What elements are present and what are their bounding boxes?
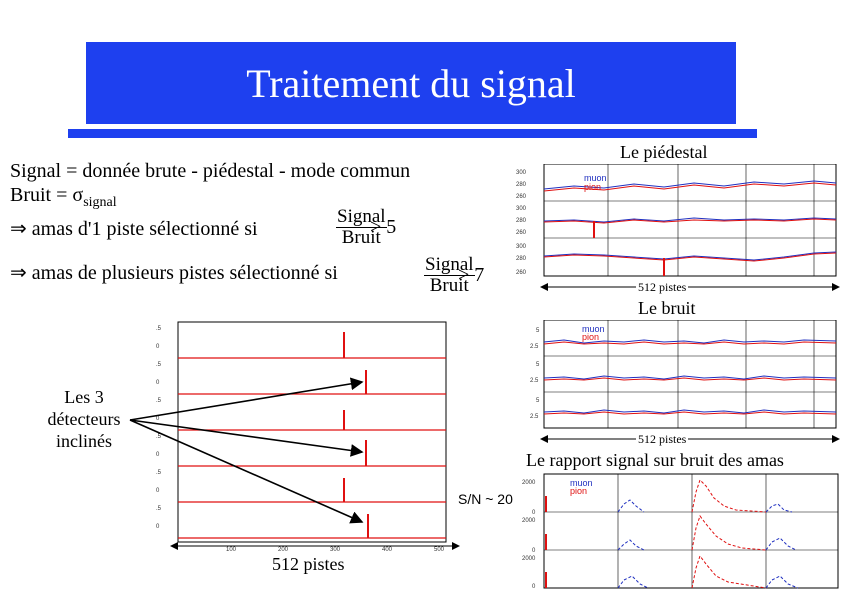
svg-text:280: 280	[516, 218, 527, 224]
svg-text:.5: .5	[156, 398, 162, 404]
multi-strip-rule: ⇒ amas de plusieurs pistes sélectionné si	[10, 262, 338, 284]
snr-value: S/N ~ 20	[458, 491, 513, 507]
left-x-tick: 500	[434, 547, 445, 553]
legend-pion: pion	[584, 182, 602, 192]
svg-text:300: 300	[516, 170, 527, 176]
single-strip-rule: ⇒ amas d'1 piste sélectionné si	[10, 218, 258, 240]
detectors-label: Les 3 détecteurs inclinés	[47, 387, 121, 451]
left-axis-caption: 512 pistes	[272, 554, 345, 574]
svg-text:2000: 2000	[522, 518, 536, 524]
svg-text:0: 0	[532, 510, 536, 516]
svg-text:.5: .5	[156, 470, 162, 476]
noise-legend	[582, 324, 605, 342]
svg-text:0: 0	[156, 488, 160, 494]
snr-y-ticks	[522, 480, 536, 590]
svg-text:260: 260	[516, 194, 527, 200]
signal-definition: Signal = donnée brute - piédestal - mode commun	[10, 160, 411, 182]
svg-text:5: 5	[536, 328, 540, 334]
legend-muon: muon	[582, 324, 605, 334]
svg-text:5: 5	[536, 362, 540, 368]
snr-caption: Le rapport signal sur bruit des amas	[526, 450, 784, 470]
svg-text:2000: 2000	[522, 556, 536, 562]
noise-caption: Le bruit	[638, 298, 696, 318]
snr-plot	[510, 472, 840, 592]
fraction-multi-numerator: Signal	[425, 254, 474, 275]
left-x-tick: 200	[278, 547, 289, 553]
pedestal-y-ticks	[516, 170, 527, 276]
noise-definition-text: Bruit = σ	[10, 184, 84, 206]
fraction-single-numerator: Signal	[337, 206, 386, 227]
svg-text:0: 0	[156, 344, 160, 350]
svg-text:.5: .5	[156, 434, 162, 440]
legend-muon: muon	[570, 478, 593, 488]
legend-pion: pion	[570, 486, 588, 496]
snr-legend	[570, 478, 593, 496]
fraction-single-denominator: Bruit	[341, 227, 381, 248]
svg-text:300: 300	[516, 244, 527, 250]
noise-subscript: signal	[83, 195, 117, 210]
fraction-single-threshold: > 5	[370, 216, 397, 238]
svg-text:0: 0	[156, 380, 160, 386]
svg-text:260: 260	[516, 270, 527, 276]
pedestal-axis-caption: 512 pistes	[638, 280, 687, 294]
noise-axis-arrow	[540, 432, 840, 446]
fraction-multi-denominator: Bruit	[429, 275, 469, 296]
svg-text:2000: 2000	[522, 480, 536, 486]
noise-y-ticks	[530, 328, 540, 420]
svg-text:0: 0	[532, 584, 536, 590]
svg-text:5: 5	[536, 398, 540, 404]
svg-text:2.5: 2.5	[530, 414, 539, 420]
pedestal-plot	[514, 164, 840, 280]
legend-pion: pion	[582, 332, 600, 342]
svg-text:2.5: 2.5	[530, 378, 539, 384]
pedestal-axis-arrow	[540, 280, 840, 294]
svg-text:300: 300	[516, 206, 527, 212]
left-x-tick: 400	[382, 547, 393, 553]
left-x-tick: 300	[330, 547, 341, 553]
svg-text:2.5: 2.5	[530, 344, 539, 350]
svg-text:0: 0	[532, 548, 536, 554]
fraction-multi-threshold: > 7	[458, 264, 485, 286]
svg-text:.5: .5	[156, 326, 162, 332]
pedestal-caption: Le piédestal	[620, 142, 708, 162]
slide-title: Traitement du signal	[246, 61, 576, 106]
pedestal-legend	[584, 173, 607, 192]
svg-text:0: 0	[156, 416, 160, 422]
svg-text:280: 280	[516, 256, 527, 262]
svg-text:.5: .5	[156, 362, 162, 368]
noise-plot	[514, 320, 840, 432]
svg-text:0: 0	[156, 452, 160, 458]
svg-text:260: 260	[516, 230, 527, 236]
svg-text:0: 0	[156, 524, 160, 530]
legend-muon: muon	[584, 173, 607, 183]
svg-text:.5: .5	[156, 506, 162, 512]
svg-text:280: 280	[516, 182, 527, 188]
left-x-tick: 100	[226, 547, 237, 553]
noise-axis-caption: 512 pistes	[638, 432, 687, 446]
